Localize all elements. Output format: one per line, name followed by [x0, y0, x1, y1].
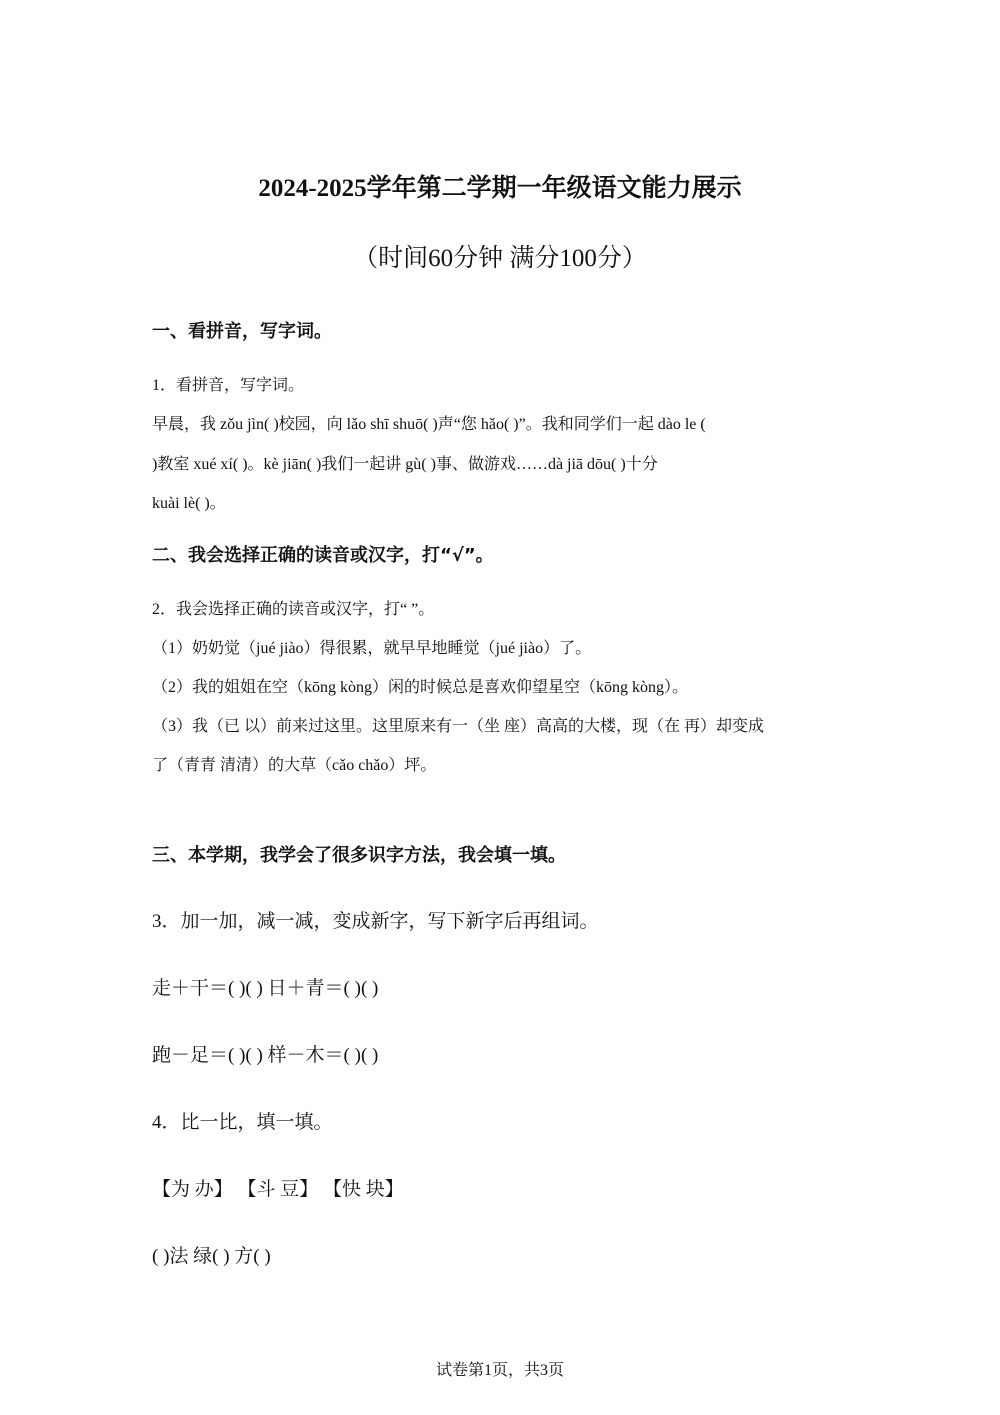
page-subtitle: （时间60分钟 满分100分）: [353, 245, 647, 272]
question-2-item-2: （2）我的姐姐在空（kōng kòng）闲的时候总是喜欢仰望星空（kōng kòng）。: [152, 679, 689, 696]
question-3-row-2: 跑－足＝( )( ) 样－木＝( )( ): [152, 1045, 379, 1066]
question-1-line-1: 早晨，我 zǒu jìn( )校园，向 lǎo shī shuō( )声“您 hǎo( )”。我和同学们一起 dào le (: [152, 416, 706, 433]
section-2-heading: 二、我会选择正确的读音或汉字，打“√”。: [152, 545, 494, 566]
section-3-heading: 三、本学期，我学会了很多识字方法，我会填一填。: [152, 845, 566, 866]
question-3-label: 3．加一加，减一减，变成新字，写下新字后再组词。: [152, 911, 599, 932]
question-4-label: 4．比一比，填一填。: [152, 1112, 333, 1133]
page-footer: 试卷第1页，共3页: [435, 1362, 564, 1379]
section-1-heading: 一、看拼音，写字词。: [152, 321, 332, 342]
question-2-label: 2．我会选择正确的读音或汉字，打“ ”。: [152, 601, 435, 618]
question-1-line-3: kuài lè( )。: [152, 495, 226, 512]
question-1-label: 1．看拼音，写字词。: [152, 377, 305, 394]
question-2-item-3: （3）我（已 以）前来过这里。这里原来有一（坐 座）高高的大楼，现（在 再）却变成: [152, 718, 765, 735]
question-1-line-2: )教室 xué xí( )。kè jiān( )我们一起讲 gù( )事、做游戏……dà jiā dōu( )十分: [152, 456, 658, 473]
page-title: 2024-2025学年第二学期一年级语文能力展示: [258, 175, 742, 202]
question-2-item-1: （1）奶奶觉（jué jiào）得很累，就早早地睡觉（jué jiào）了。: [152, 640, 592, 657]
question-4-fill: ( )法 绿( ) 方( ): [152, 1246, 271, 1267]
question-2-item-4: 了（青青 清清）的大草（cǎo chǎo）坪。: [152, 757, 437, 774]
question-4-groups: 【为 办】 【斗 豆】 【快 块】: [152, 1179, 404, 1200]
question-3-row-1: 走＋干＝( )( ) 日＋青＝( )( ): [152, 978, 379, 999]
